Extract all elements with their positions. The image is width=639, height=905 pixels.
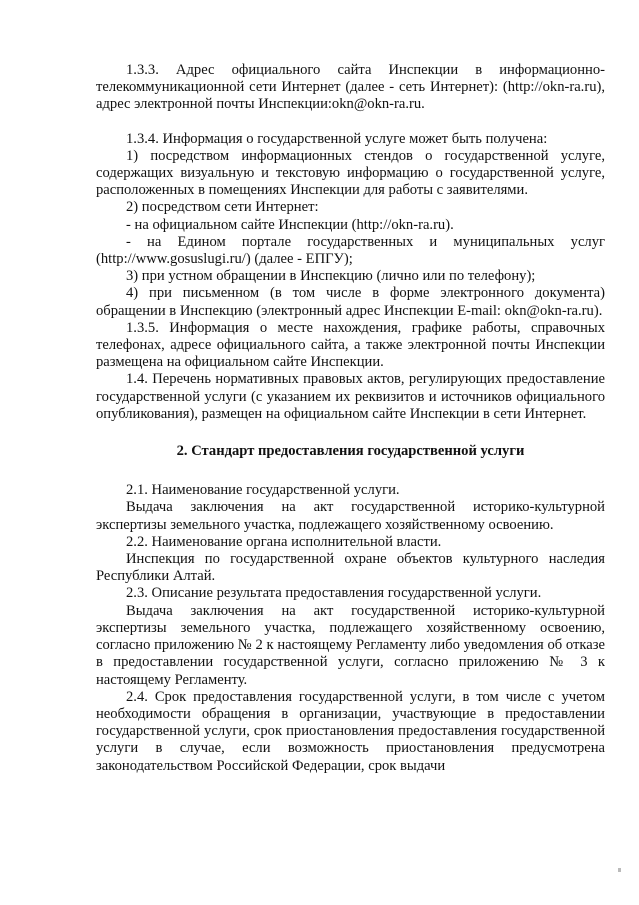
paragraph-2-1-text: Выдача заключения на акт государственной историко-культурной экспертизы земельного участка, подлежащего хозяйственному освоению. (96, 499, 605, 533)
list-item-2: 2) посредством сети Интернет: (126, 199, 319, 216)
paragraph-2-2: 2.2. Наименование органа исполнительной власти. (126, 533, 442, 550)
paragraph-2-2-text: Инспекция по государственной охране объектов культурного наследия Республики Алтай. (96, 551, 605, 585)
paragraph-2-3: 2.3. Описание результата предоставления государственной услуги. (126, 585, 542, 602)
paragraph-2-3-text: Выдача заключения на акт государственной историко-культурной экспертизы земельного участка, подлежащего хозяйственному освоению, согласно приложению № 2 к настоящему Регламенту либо уведомления об отказе в предоставлении государственной услуги, согласно приложению № 3 к настоящему Регламенту. (96, 602, 605, 688)
scan-mark (618, 868, 621, 872)
list-item-2-epgu: - на Едином портале государственных и муниципальных услуг (http://www.gosuslugi.ru/) (далее - ЕПГУ); (96, 233, 605, 268)
list-item-1: 1) посредством информационных стендов о государственной услуге, содержащих визуальную и текстовую информацию о государственной услуге, расположенных в помещениях Инспекции для работы с заявителями. (96, 147, 605, 199)
list-item-3: 3) при устном обращении в Инспекцию (лично или по телефону); (126, 268, 536, 285)
list-item-4: 4) при письменном (в том числе в форме электронного документа) обращении в Инспекцию (электронный адрес Инспекции E-mail: okn@okn-ra.ru). (96, 285, 605, 319)
paragraph-1-3-5: 1.3.5. Информация о месте нахождения, графике работы, справочных телефонах, адресе официального сайта, а также электронной почты Инспекции размещена на официальном сайте Инспекции. (96, 319, 605, 371)
section-heading: 2. Стандарт предоставления государственной услуги (176, 443, 525, 460)
list-item-2-official-site: - на официальном сайте Инспекции (http://okn-ra.ru). (126, 216, 454, 233)
paragraph-1-4: 1.4. Перечень нормативных правовых актов, регулирующих предоставление государственной услуги (с указанием их реквизитов и источников официального опубликования), размещен на официальном сайте Инспекции в сети Интернет. (96, 371, 605, 422)
paragraph-2-4: 2.4. Срок предоставления государственной услуги, в том числе с учетом необходимости обращения в организации, участвующие в предоставлении государственной услуги, срок приостановления предоставления государственной услуги в случае, если возможность приостановления предусмотрена законодательством Российской Федерации, срок выдачи (96, 688, 605, 774)
paragraph-1-3-3: 1.3.3. Адрес официального сайта Инспекции в информационно-телекоммуникационной сети Интернет (далее - сеть Интернет): (http://okn-ra.ru), адрес электронной почты Инспекции:okn@okn-ra.ru. (96, 62, 605, 113)
paragraph-2-1: 2.1. Наименование государственной услуги. (126, 482, 400, 499)
paragraph-1-3-4: 1.3.4. Информация о государственной услуге может быть получена: (126, 130, 548, 147)
